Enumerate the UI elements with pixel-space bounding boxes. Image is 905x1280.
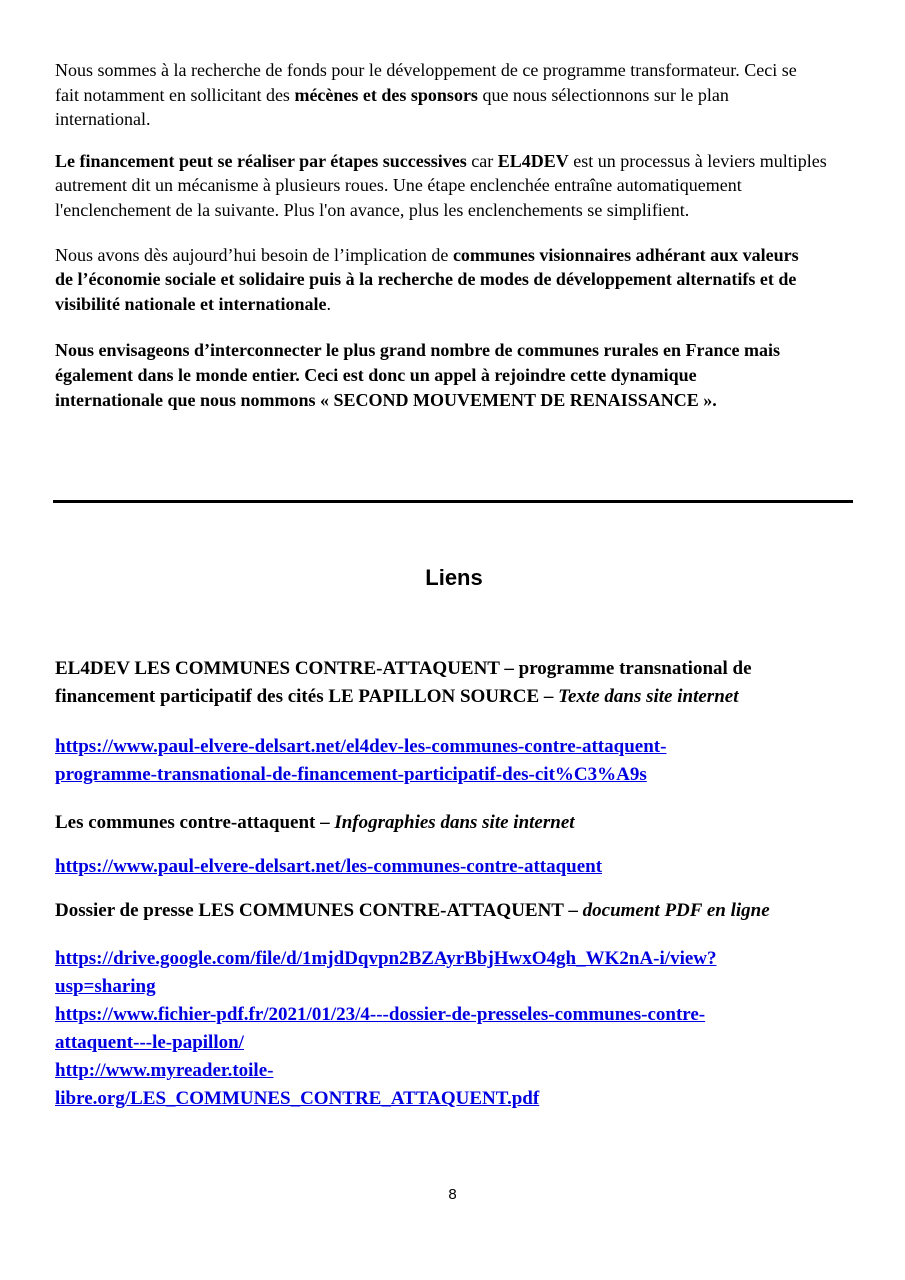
link-group-el4dev	[55, 733, 755, 789]
text-run: EL4DEV	[497, 150, 569, 171]
hyperlink[interactable]: http://www.myreader.toile-libre.org/LES_COMMUNES_CONTRE_ATTAQUENT.pdf	[55, 1060, 540, 1110]
paragraph-communes-visionnaires	[55, 243, 805, 317]
hyperlink[interactable]: https://drive.google.com/file/d/1mjdDqvpn2BZAyrBbjHwxO4gh_WK2nA-i/view?usp=sharing	[55, 948, 717, 998]
text-run: Nous sommes à la recherche de fonds pour le développement de ce programme transformateur. Ceci se fait notamment en sollicitant des	[55, 60, 797, 105]
hyperlink[interactable]: https://www.paul-elvere-delsart.net/el4dev-les-communes-contre-attaquent-programme-transnational-de-financement-participatif-des-cit%C3%A9s	[55, 736, 667, 786]
link-item-heading-dossier-presse	[55, 897, 825, 925]
paragraph-funding-search	[55, 58, 825, 132]
text-run: mécènes et des sponsors	[294, 84, 478, 105]
link-item-heading-infographies	[55, 809, 825, 837]
link-group-dossier-presse	[55, 945, 755, 1113]
hyperlink[interactable]: https://www.fichier-pdf.fr/2021/01/23/4---dossier-de-presseles-communes-contre-attaquent---le-papillon/	[55, 1004, 706, 1054]
text-run: document PDF en ligne	[582, 900, 770, 922]
paragraph-second-renaissance	[55, 338, 795, 412]
text-run: Dossier de presse LES COMMUNES CONTRE-ATTAQUENT –	[55, 900, 583, 922]
text-run: car	[466, 150, 498, 171]
paragraph-financing-stages	[55, 149, 853, 223]
link-item-heading-el4dev	[55, 655, 825, 711]
text-run: .	[326, 293, 331, 314]
text-run: Nous envisageons d’interconnecter le plus grand nombre de communes rurales en France mais également dans le monde entier. Ceci est donc un appel à rejoindre cette dynamique internationale que nous nommons « SECOND MOUVEMENT DE RENAISSANCE ».	[55, 340, 780, 410]
page-number: 8	[448, 1186, 457, 1203]
links-section-title: Liens	[425, 565, 483, 591]
text-run: Texte dans site internet	[558, 686, 739, 708]
horizontal-rule	[53, 500, 853, 503]
text-run: Les communes contre-attaquent –	[55, 812, 335, 834]
text-run: communes visionnaires adhérant aux valeurs de l’économie sociale et solidaire puis à la recherche de modes de développement alternatifs et de visibilité nationale et internationale	[55, 244, 799, 314]
hyperlink[interactable]: https://www.paul-elvere-delsart.net/les-communes-contre-attaquent	[55, 856, 603, 878]
text-run: Infographies dans site internet	[334, 812, 575, 834]
text-run: Nous avons dès aujourd’hui besoin de l’implication de	[55, 244, 453, 265]
text-run: est un processus à leviers multiples autrement dit un mécanisme à plusieurs roues. Une étape enclenchée entraîne automatiquement l'enclenchement de la suivante. Plus l'on avance, plus les enclenchements se simplifient.	[55, 150, 827, 220]
text-run: Le financement peut se réaliser par étapes successives	[55, 150, 467, 171]
text-run: que nous sélectionnons sur le plan international.	[55, 84, 729, 130]
link-group-infographies	[55, 853, 755, 881]
text-run: EL4DEV LES COMMUNES CONTRE-ATTAQUENT – programme transnational de financement participatif des cités LE PAPILLON SOURCE –	[55, 658, 752, 708]
